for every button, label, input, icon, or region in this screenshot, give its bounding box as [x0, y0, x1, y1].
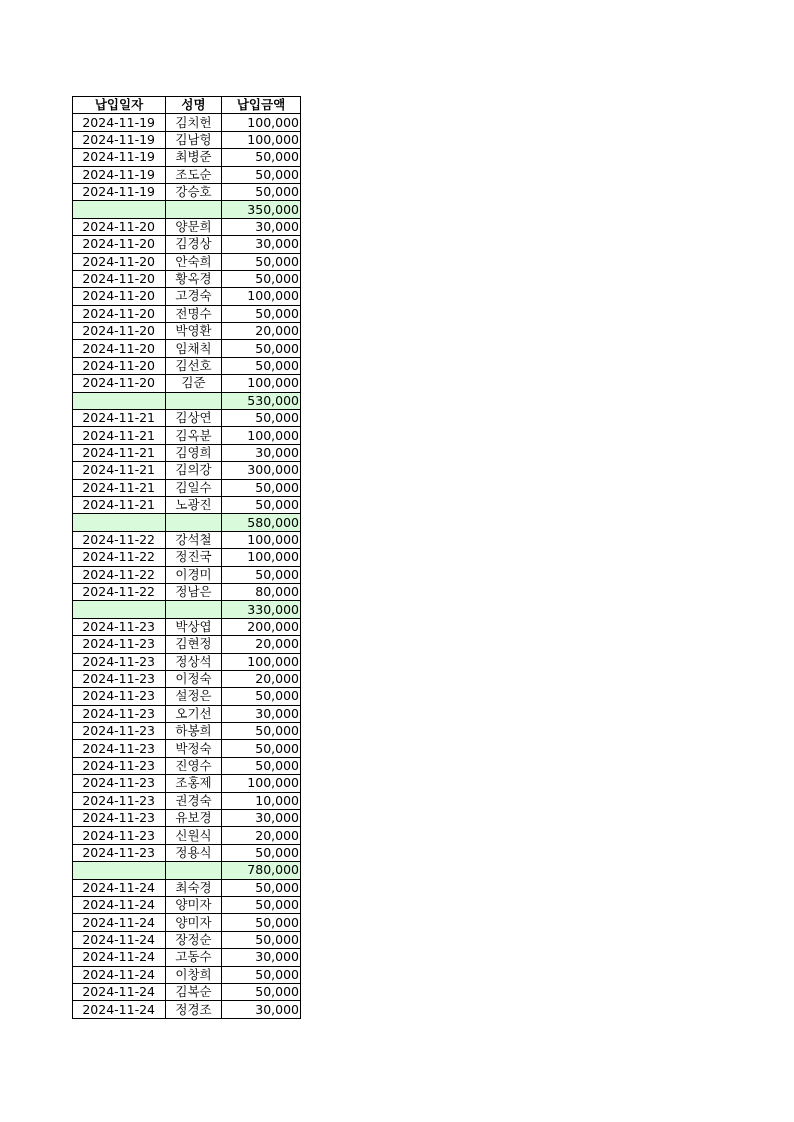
subtotal-name-cell — [166, 862, 222, 879]
amount-cell: 50,000 — [222, 410, 301, 427]
date-cell: 2024-11-23 — [73, 844, 166, 861]
table-row — [73, 914, 301, 931]
name-cell: 김경상 — [166, 236, 222, 253]
date-cell: 2024-11-23 — [73, 775, 166, 792]
name-cell: 조도순 — [166, 166, 222, 183]
amount-cell: 30,000 — [222, 705, 301, 722]
name-cell: 김준 — [166, 375, 222, 392]
date-cell: 2024-11-20 — [73, 288, 166, 305]
subtotal-date-cell — [73, 392, 166, 409]
name-cell: 정경조 — [166, 1001, 222, 1018]
table-row — [73, 340, 301, 357]
date-cell: 2024-11-20 — [73, 253, 166, 270]
date-cell: 2024-11-23 — [73, 705, 166, 722]
date-cell: 2024-11-20 — [73, 270, 166, 287]
subtotal-name-cell — [166, 601, 222, 618]
table-row — [73, 636, 301, 653]
amount-cell: 30,000 — [222, 1001, 301, 1018]
amount-cell: 50,000 — [222, 253, 301, 270]
table-row — [73, 583, 301, 600]
date-cell: 2024-11-20 — [73, 375, 166, 392]
name-cell: 김복순 — [166, 983, 222, 1000]
name-cell: 김남헝 — [166, 131, 222, 148]
amount-cell: 50,000 — [222, 723, 301, 740]
table-row — [73, 844, 301, 861]
amount-cell: 30,000 — [222, 949, 301, 966]
date-cell: 2024-11-23 — [73, 670, 166, 687]
name-cell: 안숙희 — [166, 253, 222, 270]
amount-cell: 50,000 — [222, 340, 301, 357]
name-cell: 최숙경 — [166, 879, 222, 896]
amount-cell: 10,000 — [222, 792, 301, 809]
table-row — [73, 183, 301, 200]
name-cell: 김영희 — [166, 444, 222, 461]
table-header — [73, 97, 301, 114]
name-cell: 오기선 — [166, 705, 222, 722]
table-row — [73, 462, 301, 479]
name-cell: 진영수 — [166, 757, 222, 774]
amount-cell: 50,000 — [222, 149, 301, 166]
date-cell: 2024-11-21 — [73, 410, 166, 427]
date-cell: 2024-11-24 — [73, 896, 166, 913]
subtotal-name-cell — [166, 392, 222, 409]
date-cell: 2024-11-22 — [73, 566, 166, 583]
table-row — [73, 670, 301, 687]
date-cell: 2024-11-20 — [73, 305, 166, 322]
date-cell: 2024-11-24 — [73, 931, 166, 948]
subtotal-name-cell — [166, 201, 222, 218]
amount-cell: 50,000 — [222, 879, 301, 896]
date-cell: 2024-11-23 — [73, 757, 166, 774]
table-row — [73, 375, 301, 392]
amount-cell: 100,000 — [222, 288, 301, 305]
name-cell: 정상석 — [166, 653, 222, 670]
date-cell: 2024-11-19 — [73, 114, 166, 131]
subtotal-amount-cell: 330,000 — [222, 601, 301, 618]
date-cell: 2024-11-22 — [73, 531, 166, 548]
header-row — [73, 97, 301, 114]
name-cell: 노광진 — [166, 496, 222, 513]
name-cell: 설정은 — [166, 688, 222, 705]
subtotal-date-cell — [73, 601, 166, 618]
table-row — [73, 966, 301, 983]
table-row — [73, 305, 301, 322]
amount-cell: 50,000 — [222, 357, 301, 374]
table-row — [73, 757, 301, 774]
amount-cell: 100,000 — [222, 375, 301, 392]
table-row — [73, 931, 301, 948]
date-cell: 2024-11-20 — [73, 218, 166, 235]
amount-cell: 30,000 — [222, 236, 301, 253]
date-cell: 2024-11-23 — [73, 688, 166, 705]
amount-cell: 50,000 — [222, 305, 301, 322]
date-cell: 2024-11-21 — [73, 496, 166, 513]
subtotal-amount-cell: 350,000 — [222, 201, 301, 218]
name-cell: 박상엽 — [166, 618, 222, 635]
subtotal-row — [73, 514, 301, 531]
table-row — [73, 357, 301, 374]
table-row — [73, 1001, 301, 1018]
date-cell: 2024-11-22 — [73, 549, 166, 566]
amount-cell: 50,000 — [222, 844, 301, 861]
table-row — [73, 983, 301, 1000]
amount-cell: 20,000 — [222, 670, 301, 687]
header-date: 납입일자 — [73, 97, 166, 114]
table-row — [73, 218, 301, 235]
subtotal-date-cell — [73, 201, 166, 218]
table-row — [73, 427, 301, 444]
subtotal-amount-cell: 580,000 — [222, 514, 301, 531]
date-cell: 2024-11-19 — [73, 131, 166, 148]
name-cell: 정남은 — [166, 583, 222, 600]
date-cell: 2024-11-23 — [73, 653, 166, 670]
amount-cell: 50,000 — [222, 566, 301, 583]
table-body — [73, 114, 301, 1018]
name-cell: 정진국 — [166, 549, 222, 566]
table-row — [73, 792, 301, 809]
amount-cell: 20,000 — [222, 827, 301, 844]
subtotal-row — [73, 601, 301, 618]
name-cell: 이경미 — [166, 566, 222, 583]
subtotal-amount-cell: 530,000 — [222, 392, 301, 409]
date-cell: 2024-11-23 — [73, 792, 166, 809]
amount-cell: 50,000 — [222, 270, 301, 287]
date-cell: 2024-11-21 — [73, 427, 166, 444]
table-row — [73, 705, 301, 722]
subtotal-row — [73, 392, 301, 409]
name-cell: 박정숙 — [166, 740, 222, 757]
amount-cell: 50,000 — [222, 479, 301, 496]
date-cell: 2024-11-23 — [73, 810, 166, 827]
subtotal-date-cell — [73, 862, 166, 879]
amount-cell: 50,000 — [222, 166, 301, 183]
amount-cell: 30,000 — [222, 218, 301, 235]
table-row — [73, 879, 301, 896]
date-cell: 2024-11-21 — [73, 462, 166, 479]
name-cell: 박영환 — [166, 323, 222, 340]
name-cell: 강석철 — [166, 531, 222, 548]
amount-cell: 50,000 — [222, 896, 301, 913]
amount-cell: 30,000 — [222, 810, 301, 827]
name-cell: 김선호 — [166, 357, 222, 374]
name-cell: 조홍제 — [166, 775, 222, 792]
payment-table — [72, 96, 301, 1019]
table-row — [73, 531, 301, 548]
table-row — [73, 566, 301, 583]
table-row — [73, 236, 301, 253]
name-cell: 고경숙 — [166, 288, 222, 305]
amount-cell: 50,000 — [222, 183, 301, 200]
name-cell: 김의강 — [166, 462, 222, 479]
amount-cell: 200,000 — [222, 618, 301, 635]
name-cell: 양미자 — [166, 896, 222, 913]
amount-cell: 50,000 — [222, 757, 301, 774]
amount-cell: 50,000 — [222, 688, 301, 705]
table-row — [73, 479, 301, 496]
table-row — [73, 410, 301, 427]
date-cell: 2024-11-23 — [73, 740, 166, 757]
subtotal-row — [73, 862, 301, 879]
name-cell: 정용식 — [166, 844, 222, 861]
date-cell: 2024-11-24 — [73, 879, 166, 896]
amount-cell: 100,000 — [222, 549, 301, 566]
amount-cell: 100,000 — [222, 653, 301, 670]
name-cell: 신원식 — [166, 827, 222, 844]
table-row — [73, 896, 301, 913]
table-row — [73, 149, 301, 166]
name-cell: 유보경 — [166, 810, 222, 827]
date-cell: 2024-11-20 — [73, 340, 166, 357]
date-cell: 2024-11-21 — [73, 479, 166, 496]
name-cell: 황옥경 — [166, 270, 222, 287]
table-row — [73, 618, 301, 635]
date-cell: 2024-11-23 — [73, 827, 166, 844]
table-row — [73, 653, 301, 670]
amount-cell: 80,000 — [222, 583, 301, 600]
name-cell: 이창희 — [166, 966, 222, 983]
name-cell: 양문희 — [166, 218, 222, 235]
date-cell: 2024-11-19 — [73, 183, 166, 200]
name-cell: 김치헌 — [166, 114, 222, 131]
table-row — [73, 949, 301, 966]
name-cell: 장정순 — [166, 931, 222, 948]
subtotal-row — [73, 201, 301, 218]
amount-cell: 20,000 — [222, 636, 301, 653]
amount-cell: 300,000 — [222, 462, 301, 479]
amount-cell: 100,000 — [222, 775, 301, 792]
name-cell: 김옥분 — [166, 427, 222, 444]
amount-cell: 100,000 — [222, 427, 301, 444]
table-row — [73, 270, 301, 287]
table-row — [73, 288, 301, 305]
date-cell: 2024-11-23 — [73, 618, 166, 635]
table-row — [73, 496, 301, 513]
date-cell: 2024-11-24 — [73, 914, 166, 931]
amount-cell: 100,000 — [222, 114, 301, 131]
table-row — [73, 827, 301, 844]
date-cell: 2024-11-20 — [73, 323, 166, 340]
table-row — [73, 810, 301, 827]
amount-cell: 100,000 — [222, 531, 301, 548]
subtotal-date-cell — [73, 514, 166, 531]
date-cell: 2024-11-20 — [73, 236, 166, 253]
table-row — [73, 549, 301, 566]
date-cell: 2024-11-19 — [73, 166, 166, 183]
date-cell: 2024-11-24 — [73, 1001, 166, 1018]
name-cell: 김일수 — [166, 479, 222, 496]
amount-cell: 50,000 — [222, 914, 301, 931]
date-cell: 2024-11-22 — [73, 583, 166, 600]
table-row — [73, 740, 301, 757]
amount-cell: 50,000 — [222, 740, 301, 757]
table-row — [73, 114, 301, 131]
date-cell: 2024-11-24 — [73, 949, 166, 966]
amount-cell: 50,000 — [222, 931, 301, 948]
header-amount: 납입금액 — [222, 97, 301, 114]
name-cell: 김상연 — [166, 410, 222, 427]
amount-cell: 50,000 — [222, 983, 301, 1000]
date-cell: 2024-11-20 — [73, 357, 166, 374]
name-cell: 이정숙 — [166, 670, 222, 687]
amount-cell: 100,000 — [222, 131, 301, 148]
name-cell: 최병준 — [166, 149, 222, 166]
amount-cell: 50,000 — [222, 496, 301, 513]
date-cell: 2024-11-19 — [73, 149, 166, 166]
name-cell: 김현정 — [166, 636, 222, 653]
name-cell: 권경숙 — [166, 792, 222, 809]
date-cell: 2024-11-21 — [73, 444, 166, 461]
table-row — [73, 775, 301, 792]
table-row — [73, 131, 301, 148]
name-cell: 고동수 — [166, 949, 222, 966]
name-cell: 전명수 — [166, 305, 222, 322]
amount-cell: 50,000 — [222, 966, 301, 983]
table-row — [73, 723, 301, 740]
name-cell: 하봉희 — [166, 723, 222, 740]
amount-cell: 20,000 — [222, 323, 301, 340]
name-cell: 임채칙 — [166, 340, 222, 357]
date-cell: 2024-11-24 — [73, 983, 166, 1000]
table-row — [73, 444, 301, 461]
date-cell: 2024-11-23 — [73, 636, 166, 653]
date-cell: 2024-11-24 — [73, 966, 166, 983]
date-cell: 2024-11-23 — [73, 723, 166, 740]
name-cell: 강승호 — [166, 183, 222, 200]
amount-cell: 30,000 — [222, 444, 301, 461]
table-row — [73, 688, 301, 705]
table-row — [73, 323, 301, 340]
table-row — [73, 166, 301, 183]
name-cell: 양미자 — [166, 914, 222, 931]
header-name: 성명 — [166, 97, 222, 114]
subtotal-amount-cell: 780,000 — [222, 862, 301, 879]
subtotal-name-cell — [166, 514, 222, 531]
table-row — [73, 253, 301, 270]
